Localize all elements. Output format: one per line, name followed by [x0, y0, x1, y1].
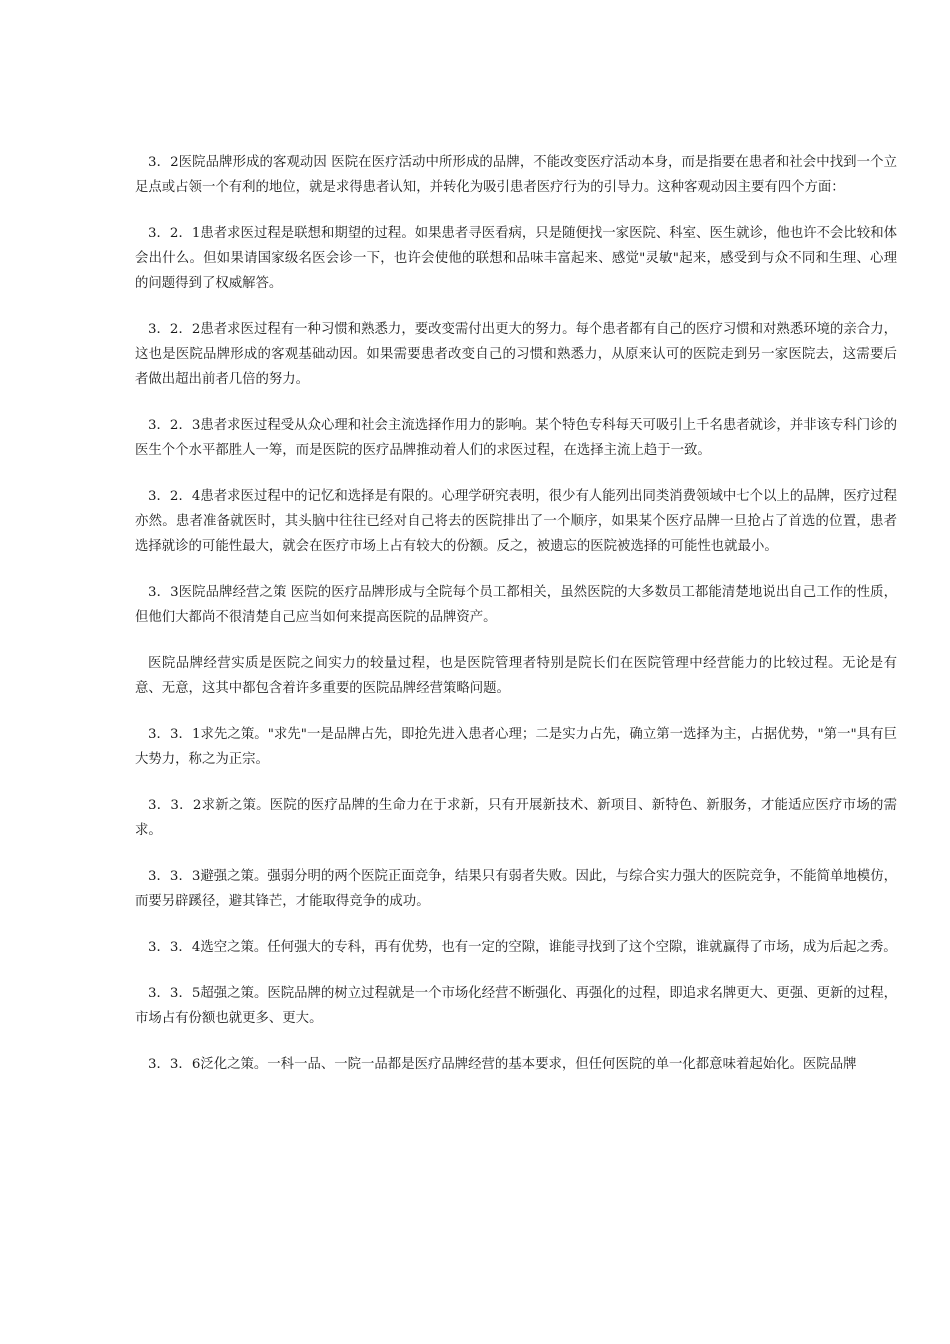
paragraph-3-3-4: 3．3．4选空之策。任何强大的专科，再有优势，也有一定的空隙，谁能寻找到了这个空隙，谁就赢得了市场，成为后起之秀。	[148, 940, 897, 955]
paragraph-3-2-1: 3．2．1患者求医过程是联想和期望的过程。如果患者寻医看病，只是随便找一家医院、科室、医生就诊，他也许不会比较和体会出什么。但如果请国家级名医会诊一下，也许会使他的联想和品味丰富起来、感觉"灵敏"起来，感受到与众不同和生理、心理的问题得到了权威解答。	[135, 226, 897, 291]
paragraph-3-3-3: 3．3．3避强之策。强弱分明的两个医院正面竞争，结果只有弱者失败。因此，与综合实力强大的医院竞争，不能简单地模仿，而要另辟蹊径，避其锋芒，才能取得竞争的成功。	[135, 869, 897, 909]
paragraph-3-3: 3．3医院品牌经营之策 医院的医疗品牌形成与全院每个员工都相关，虽然医院的大多数员工都能清楚地说出自己工作的性质，但他们大都尚不很清楚自己应当如何来提高医院的品牌资产。	[135, 585, 897, 625]
document-body	[135, 150, 897, 1077]
paragraph-brand-management: 医院品牌经营实质是医院之间实力的较量过程，也是医院管理者特别是院长们在医院管理中经营能力的比较过程。无论是有意、无意，这其中都包含着许多重要的医院品牌经营策略问题。	[135, 656, 897, 696]
paragraph-3-3-6: 3．3．6泛化之策。一科一品、一院一品都是医疗品牌经营的基本要求，但任何医院的单一化都意味着起始化。医院品牌	[148, 1057, 857, 1072]
paragraph-3-3-2: 3．3．2求新之策。医院的医疗品牌的生命力在于求新，只有开展新技术、新项目、新特色、新服务，才能适应医疗市场的需求。	[135, 798, 897, 838]
paragraph-3-2: 3．2医院品牌形成的客观动因 医院在医疗活动中所形成的品牌，不能改变医疗活动本身，而是指要在患者和社会中找到一个立足点或占领一个有利的地位，就是求得患者认知，并转化为吸引患者医疗行为的引导力。这种客观动因主要有四个方面：	[135, 155, 897, 195]
paragraph-3-2-4: 3．2．4患者求医过程中的记忆和选择是有限的。心理学研究表明，很少有人能列出同类消费领域中七个以上的品牌，医疗过程亦然。患者准备就医时，其头脑中往往已经对自己将去的医院排出了一个顺序，如果某个医疗品牌一旦抢占了首选的位置，患者选择就诊的可能性最大，就会在医疗市场上占有较大的份额。反之，被遗忘的医院被选择的可能性也就最小。	[135, 489, 897, 554]
paragraph-3-3-1: 3．3．1求先之策。"求先"一是品牌占先，即抢先进入患者心理；二是实力占先，确立第一选择为主，占据优势，"第一"具有巨大势力，称之为正宗。	[135, 727, 897, 767]
paragraph-3-2-3: 3．2．3患者求医过程受从众心理和社会主流选择作用力的影响。某个特色专科每天可吸引上千名患者就诊，并非该专科门诊的医生个个水平都胜人一筹，而是医院的医疗品牌推动着人们的求医过程，在选择主流上趋于一致。	[135, 418, 897, 458]
paragraph-3-3-5: 3．3．5超强之策。医院品牌的树立过程就是一个市场化经营不断强化、再强化的过程，即追求名牌更大、更强、更新的过程，市场占有份额也就更多、更大。	[135, 986, 897, 1026]
paragraph-3-2-2: 3．2．2患者求医过程有一种习惯和熟悉力，要改变需付出更大的努力。每个患者都有自己的医疗习惯和对熟悉环境的亲合力，这也是医院品牌形成的客观基础动因。如果需要患者改变自己的习惯和熟悉力，从原来认可的医院走到另一家医院去，这需要后者做出超出前者几倍的努力。	[135, 322, 897, 387]
